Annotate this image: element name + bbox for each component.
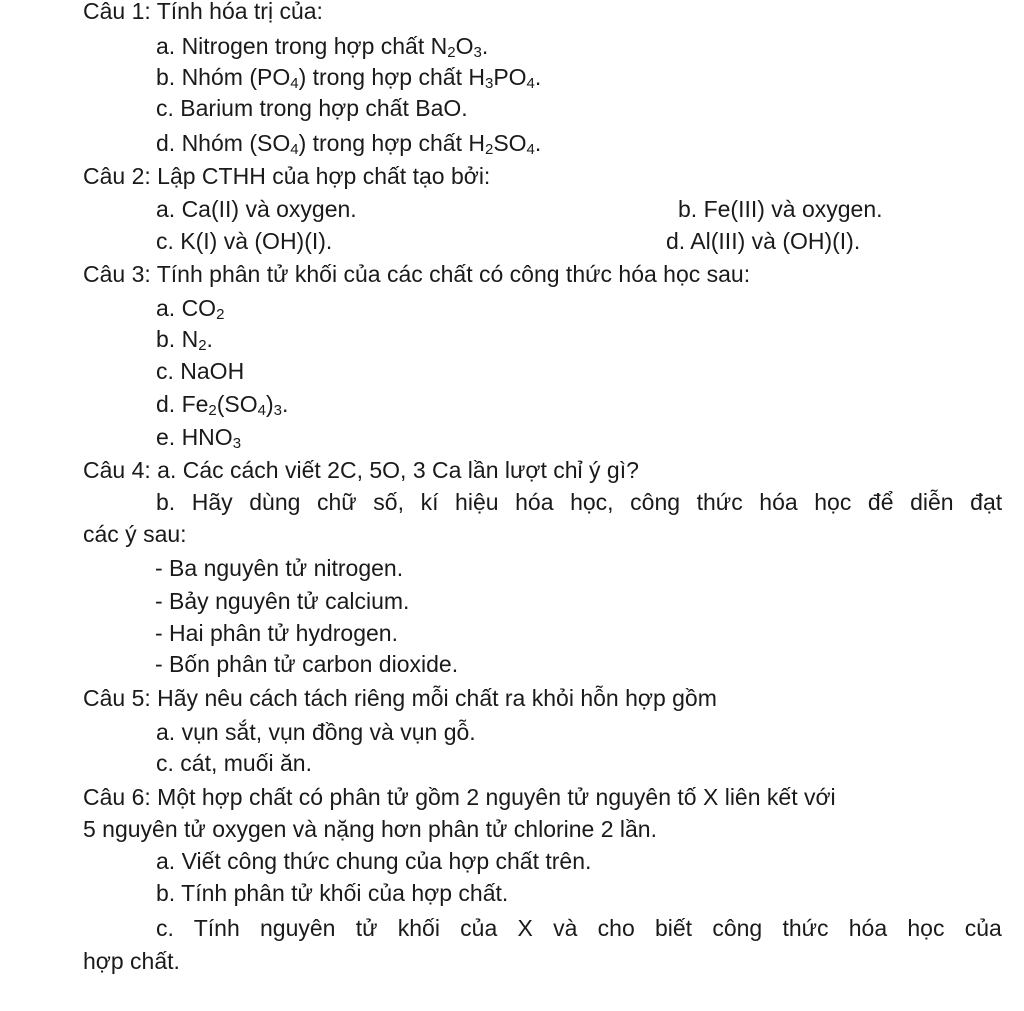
question-4-item-b-line2: các ý sau: bbox=[83, 521, 187, 547]
question-3-item-b: b. $N_2$. bbox=[156, 326, 213, 354]
question-1-item-d: d. Nhóm $(SO_4)$ trong hợp chất $H_2SO_4$. bbox=[156, 130, 542, 158]
question-2-title: Câu 2: Lập CTHH của hợp chất tạo bởi: bbox=[83, 163, 491, 189]
question-6-item-c-line1: c. Tính nguyên tử khối của X và cho biết công thức hóa học của bbox=[156, 915, 1002, 941]
question-1-item-b: b. Nhóm $(PO_4)$ trong hợp chất $H_3PO_4$. bbox=[156, 64, 542, 92]
question-5-item-a: a. vụn sắt, vụn đồng và vụn gỗ. bbox=[156, 719, 476, 745]
question-5-item-c: c. cát, muối ăn. bbox=[156, 750, 312, 776]
question-4-title: Câu 4: a. Các cách viết 2C, 5O, 3 Ca lần lượt chỉ ý gì? bbox=[83, 457, 639, 483]
question-2-item-a: a. Ca(II) và oxygen. bbox=[156, 196, 357, 222]
question-4-list-item: - Hai phân tử hydrogen. bbox=[155, 620, 398, 646]
question-5-title: Câu 5: Hãy nêu cách tách riêng mỗi chất ra khỏi hỗn hợp gồm bbox=[83, 685, 717, 711]
question-6-line2: 5 nguyên tử oxygen và nặng hơn phân tử chlorine 2 lần. bbox=[83, 816, 657, 842]
question-3-title: Câu 3: Tính phân tử khối của các chất có công thức hóa học sau: bbox=[83, 261, 751, 287]
question-2-item-b: b. Fe(III) và oxygen. bbox=[678, 196, 883, 222]
question-4-list-item: - Ba nguyên tử nitrogen. bbox=[155, 555, 404, 581]
question-1-item-a: a. Nitrogen trong hợp chất $N_2O_3$. bbox=[156, 33, 489, 61]
question-3-item-a: a. $CO_2$ bbox=[156, 295, 225, 323]
question-6-line1: Câu 6: Một hợp chất có phân tử gồm 2 nguyên tử nguyên tố X liên kết với bbox=[83, 784, 836, 810]
question-4-item-b-line1: b. Hãy dùng chữ số, kí hiệu hóa học, công thức hóa học để diễn đạt bbox=[156, 489, 1003, 515]
question-3-item-c: c. NaOH bbox=[156, 358, 245, 384]
question-1-item-c: c. Barium trong hợp chất BaO. bbox=[156, 95, 468, 121]
question-6-item-c-line2: hợp chất. bbox=[83, 948, 180, 974]
question-6-item-b: b. Tính phân tử khối của hợp chất. bbox=[156, 880, 509, 906]
question-1-title: Câu 1: Tính hóa trị của: bbox=[83, 0, 323, 24]
question-3-item-d: d. $Fe_2(SO_4)_3$. bbox=[156, 391, 289, 419]
question-4-list-item: - Bảy nguyên tử calcium. bbox=[155, 588, 410, 614]
question-2-item-c: c. K(I) và (OH)(I). bbox=[156, 228, 333, 254]
question-3-item-e: e. $HNO_3$ bbox=[156, 424, 242, 452]
question-4-list-item: - Bốn phân tử carbon dioxide. bbox=[155, 651, 459, 677]
question-6-item-a: a. Viết công thức chung của hợp chất trên. bbox=[156, 848, 592, 874]
question-2-item-d: d. Al(III) và (OH)(I). bbox=[666, 228, 861, 254]
